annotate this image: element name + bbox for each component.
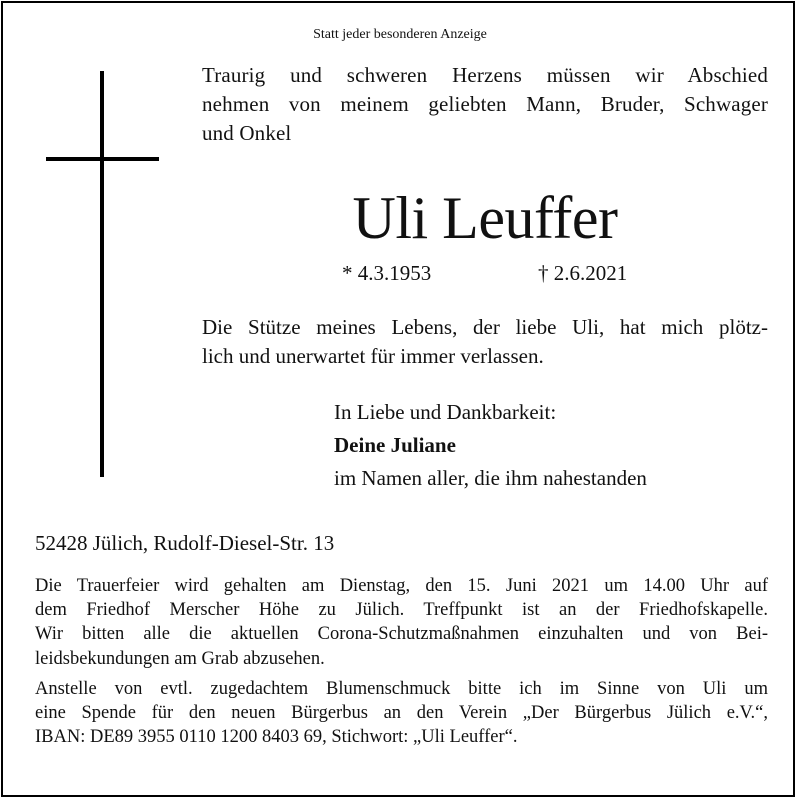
service-line: Die Trauerfeier wird gehalten am Dienstag, den 15. Juni 2021 um 14.00 Uhr auf — [35, 576, 768, 596]
service-line: Wir bitten alle die aktuellen Corona-Schutzmaßnahmen einzuhalten und von Bei- — [35, 624, 768, 645]
service-line: leidsbekundungen am Grab abzusehen. — [35, 648, 325, 669]
donation-line: eine Spende für den neuen Bürgerbus an den Verein „Der Bürgerbus Jülich e.V.“, — [35, 703, 768, 724]
intro-line: Traurig und schweren Herzens müssen wir Abschied — [202, 63, 768, 87]
birth-date: * 4.3.1953 — [342, 261, 432, 285]
signature-note: im Namen aller, die ihm nahestanden — [334, 466, 647, 490]
intro-line: nehmen von meinem geliebten Mann, Bruder, Schwager — [202, 92, 768, 116]
deceased-name: Uli Leuffer — [352, 185, 618, 251]
signature-block — [334, 396, 647, 495]
notice-header: Statt jeder besonderen Anzeige — [313, 27, 487, 42]
thanks-line: In Liebe und Dankbarkeit: — [334, 400, 557, 424]
loss-text — [202, 313, 768, 371]
intro-text — [202, 61, 768, 148]
cross-icon-bar — [46, 157, 159, 161]
address: 52428 Jülich, Rudolf-Diesel-Str. 13 — [35, 531, 335, 555]
details-text — [35, 574, 768, 749]
loss-line: Die Stütze meines Lebens, der liebe Uli, hat mich plötz- — [202, 315, 768, 339]
signature-name: Deine Juliane — [334, 433, 456, 457]
intro-line: und Onkel — [202, 121, 292, 145]
donation-line: IBAN: DE89 3955 0110 1200 8403 69, Stichwort: „Uli Leuffer“. — [35, 727, 518, 748]
cross-icon — [100, 71, 104, 477]
donation-paragraph — [35, 677, 768, 750]
donation-line: Anstelle von evtl. zugedachtem Blumenschmuck bitte ich im Sinne von Uli um — [35, 678, 768, 699]
service-line: dem Friedhof Merscher Höhe zu Jülich. Treffpunkt ist an der Friedhofskapelle. — [35, 600, 768, 621]
service-paragraph — [35, 574, 768, 671]
death-date: † 2.6.2021 — [538, 261, 628, 285]
loss-line: lich und unerwartet für immer verlassen. — [202, 344, 544, 368]
